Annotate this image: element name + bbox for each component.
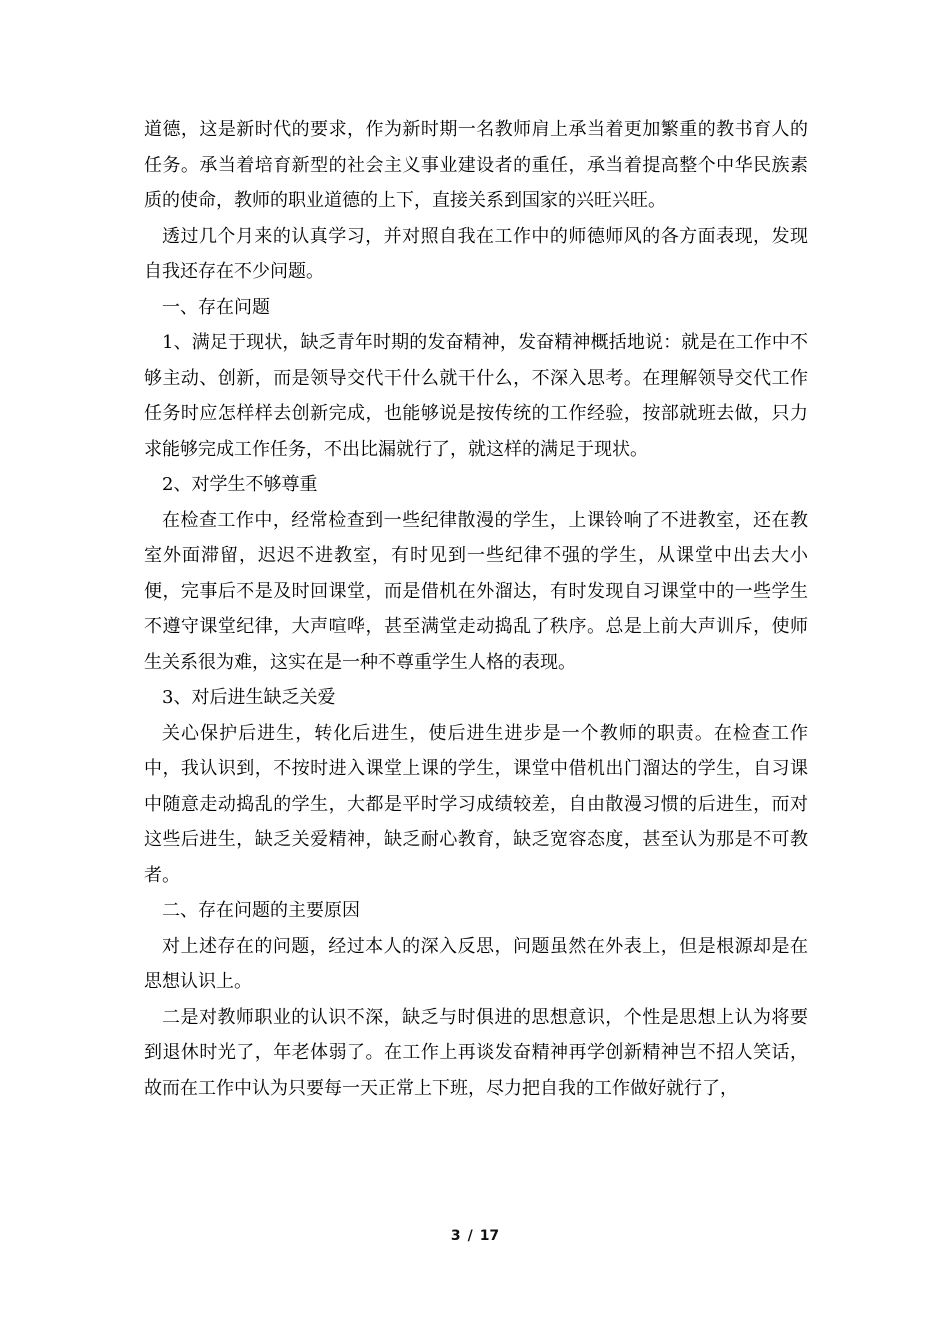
page-number-footer: [0, 1228, 950, 1244]
page-current: 3: [450, 1228, 461, 1244]
section-heading-problems: 一、存在问题: [162, 296, 270, 318]
subheading-problem-3: 3、对后进生缺乏关爱: [162, 687, 336, 708]
page-total: 17: [479, 1228, 500, 1244]
subheading-problem-2: 2、对学生不够尊重: [162, 474, 318, 495]
paragraph-cause-2: 二是对教师职业的认识不深，缺乏与时俱进的思想意识，个性是思想上认为将要到退休时光了，年老体弱了。在工作上再谈发奋精神再学创新精神岂不招人笑话，故而在工作中认为只要每一天正常上下班，尽力把自我的工作做好就行了，: [144, 1006, 808, 1099]
paragraph-continued-intro: 道德，这是新时代的要求，作为新时期一名教师肩上承当着更加繁重的教书育人的任务。承当着培育新型的社会主义事业建设者的重任，承当着提高整个中华民族素质的使命，教师的职业道德的上下，直接关系到国家的兴旺兴旺。: [144, 119, 808, 211]
paragraph-problem-1: 1、满足于现状，缺乏青年时期的发奋精神，发奋精神概括地说：就是在工作中不够主动、创新，而是领导交代干什么就干什么，不深入思考。在理解领导交代工作任务时应怎样样去创新完成，也能够说是按传统的工作经验，按部就班去做，只力求能够完成工作任务，不出比漏就行了，就这样的满足于现状。: [144, 332, 808, 460]
section-heading-causes: 二、存在问题的主要原因: [162, 900, 360, 921]
paragraph-problem-3: 关心保护后进生，转化后进生，使后进生进步是一个教师的职责。在检查工作中，我认识到，不按时进入课堂上课的学生，课堂中借机出门溜达的学生，自习课中随意走动捣乱的学生，大都是平时学习成绩较差，自由散漫习惯的后进生，而对这些后进生，缺乏关爱精神，缺乏耐心教育，缺乏宽容态度，甚至认为那是不可教者。: [144, 722, 808, 886]
paragraph-study-reflection: 透过几个月来的认真学习，并对照自我在工作中的师德师风的各方面表现，发现自我还存在不少问题。: [144, 225, 808, 282]
paragraph-problem-2: 在检查工作中，经常检查到一些纪律散漫的学生，上课铃响了不进教室，还在教室外面滞留，迟迟不进教室，有时见到一些纪律不强的学生，从课堂中出去大小便，完事后不是及时回课堂，而是借机在外溜达，有时发现自习课堂中的一些学生不遵守课堂纪律，大声喧哗，甚至满堂走动捣乱了秩序。总是上前大声训斥，使师生关系很为难，这实在是一种不尊重学生人格的表现。: [144, 509, 808, 673]
page-separator: /: [467, 1228, 473, 1244]
document-body: [144, 112, 808, 1106]
paragraph-causes-intro: 对上述存在的问题，经过本人的深入反思，问题虽然在外表上，但是根源却是在思想认识上。: [144, 935, 808, 992]
